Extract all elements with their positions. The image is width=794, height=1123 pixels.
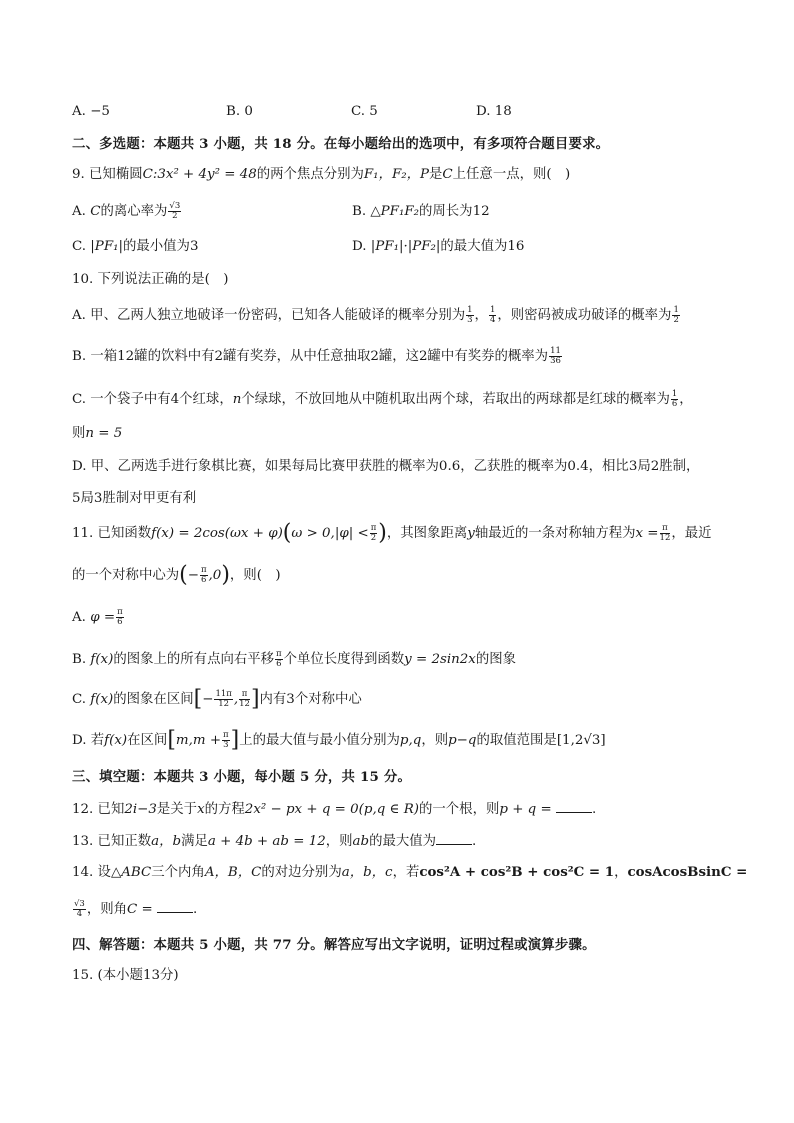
q8-option-a: A. −5: [72, 104, 110, 119]
q8-options: [72, 102, 722, 122]
q10-option-b: B. 一箱12罐的饮料中有2罐有奖券，从中任意抽取2罐，这2罐中有奖券的概率为 $\frac{11}{36}$: [72, 346, 561, 366]
q10-option-c: C. 一个袋子中有4个红球，n个绿球，不放回地从中随机取出两个球，若取出的两球都是红球的概率为 $\frac{1}{6}$ ，: [72, 389, 693, 409]
q10-option-d: D. 甲、乙两选手进行象棋比赛，如果每局比赛甲获胜的概率为0.6，乙获胜的概率为0.4，相比3局2胜制，: [72, 459, 700, 474]
q14-line2: $\frac{√3}{4}$ ，则角C = .: [74, 899, 198, 919]
q9-options-cd: [72, 237, 722, 257]
q9-option-c: C. |PF₁|的最小值为3: [72, 239, 199, 254]
q13: 13. 已知正数a，b满足a + 4b + ab = 12，则ab的最大值为 .: [72, 831, 722, 852]
q11-option-b: B. f(x)的图象上的所有点向右平移 $\frac{\pi}{6}$ 个单位长度得到函数y = 2sin2x的图象: [72, 649, 516, 669]
q10-stem: 10. 下列说法正确的是( ): [72, 272, 229, 287]
q11-option-c: C. f(x)的图象在区间[− $\frac{11\pi}{12}$ , $\frac{\pi}{12}$ ]内有3个对称中心: [72, 686, 362, 712]
section-solve-header: 四、解答题：本题共 5 小题，共 77 分。解答应写出文字说明，证明过程或演算步骤。: [72, 937, 596, 953]
q9-option-b: B. △PF₁F₂的周长为12: [352, 204, 490, 219]
q10-option-c-line2: 则n = 5: [72, 426, 123, 441]
q11-option-d: D. 若f(x)在区间[m,m + $\frac{\pi}{3}$ ]上的最大值与最小值分别为p,q，则p−q的取值范围是[1,2√3]: [72, 727, 606, 753]
q8-option-c: C. 5: [351, 104, 378, 119]
q10-option-d-line2: 5局3胜制对甲更有利: [72, 491, 197, 506]
q11-stem: 11. 已知函数f(x) = 2cos(ωx + φ)(ω > 0,|φ| < $\frac{\pi}{2}$ )，其图象距离y轴最近的一条对称轴方程为x = $\frac{\pi}{12}$ ，最近: [72, 520, 712, 546]
q14-answer-blank[interactable]: [157, 899, 193, 913]
section-fill-blank-header: 三、填空题：本题共 3 小题，每小题 5 分，共 15 分。: [72, 769, 412, 785]
q10-option-a: A. 甲、乙两人独立地破译一份密码，已知各人能破译的概率分别为 $\frac{1}{3}$ ， $\frac{1}{4}$ ，则密码被成功破译的概率为 $\frac{1}{2}$: [72, 305, 679, 325]
q9-options-ab: [72, 202, 722, 222]
q15-heading: 15. (本小题13分): [72, 968, 179, 983]
q9-stem: 9. 已知椭圆C:3x² + 4y² = 48的两个焦点分别为F₁，F₂，P是C上任意一点，则( ): [72, 167, 571, 182]
q12: 12. 已知2i−3是关于x的方程2x² − px + q = 0(p,q ∈ R)的一个根，则p + q = .: [72, 799, 722, 820]
q12-answer-blank[interactable]: [556, 799, 592, 813]
q9-option-d: D. |PF₁|·|PF₂|的最大值为16: [352, 239, 525, 254]
q13-answer-blank[interactable]: [436, 831, 472, 845]
q8-option-d: D. 18: [476, 104, 512, 119]
q8-option-b: B. 0: [226, 104, 253, 119]
q11-option-a: A. φ = $\frac{\pi}{6}$: [72, 607, 123, 627]
q11-stem-line2: 的一个对称中心为(− $\frac{\pi}{6}$ ,0)，则( ): [72, 562, 281, 588]
q9-option-a: A. C的离心率为 $\frac{√3}{2}$: [72, 201, 181, 221]
section-multi-choice-header: 二、多选题：本题共 3 小题，共 18 分。在每小题给出的选项中，有多项符合题目要求。: [72, 136, 610, 152]
q14: 14. 设△ABC三个内角A，B，C的对边分别为a，b，c，若cos²A + cos²B + cos²C = 1，cosAcosBsinC =: [72, 864, 748, 880]
